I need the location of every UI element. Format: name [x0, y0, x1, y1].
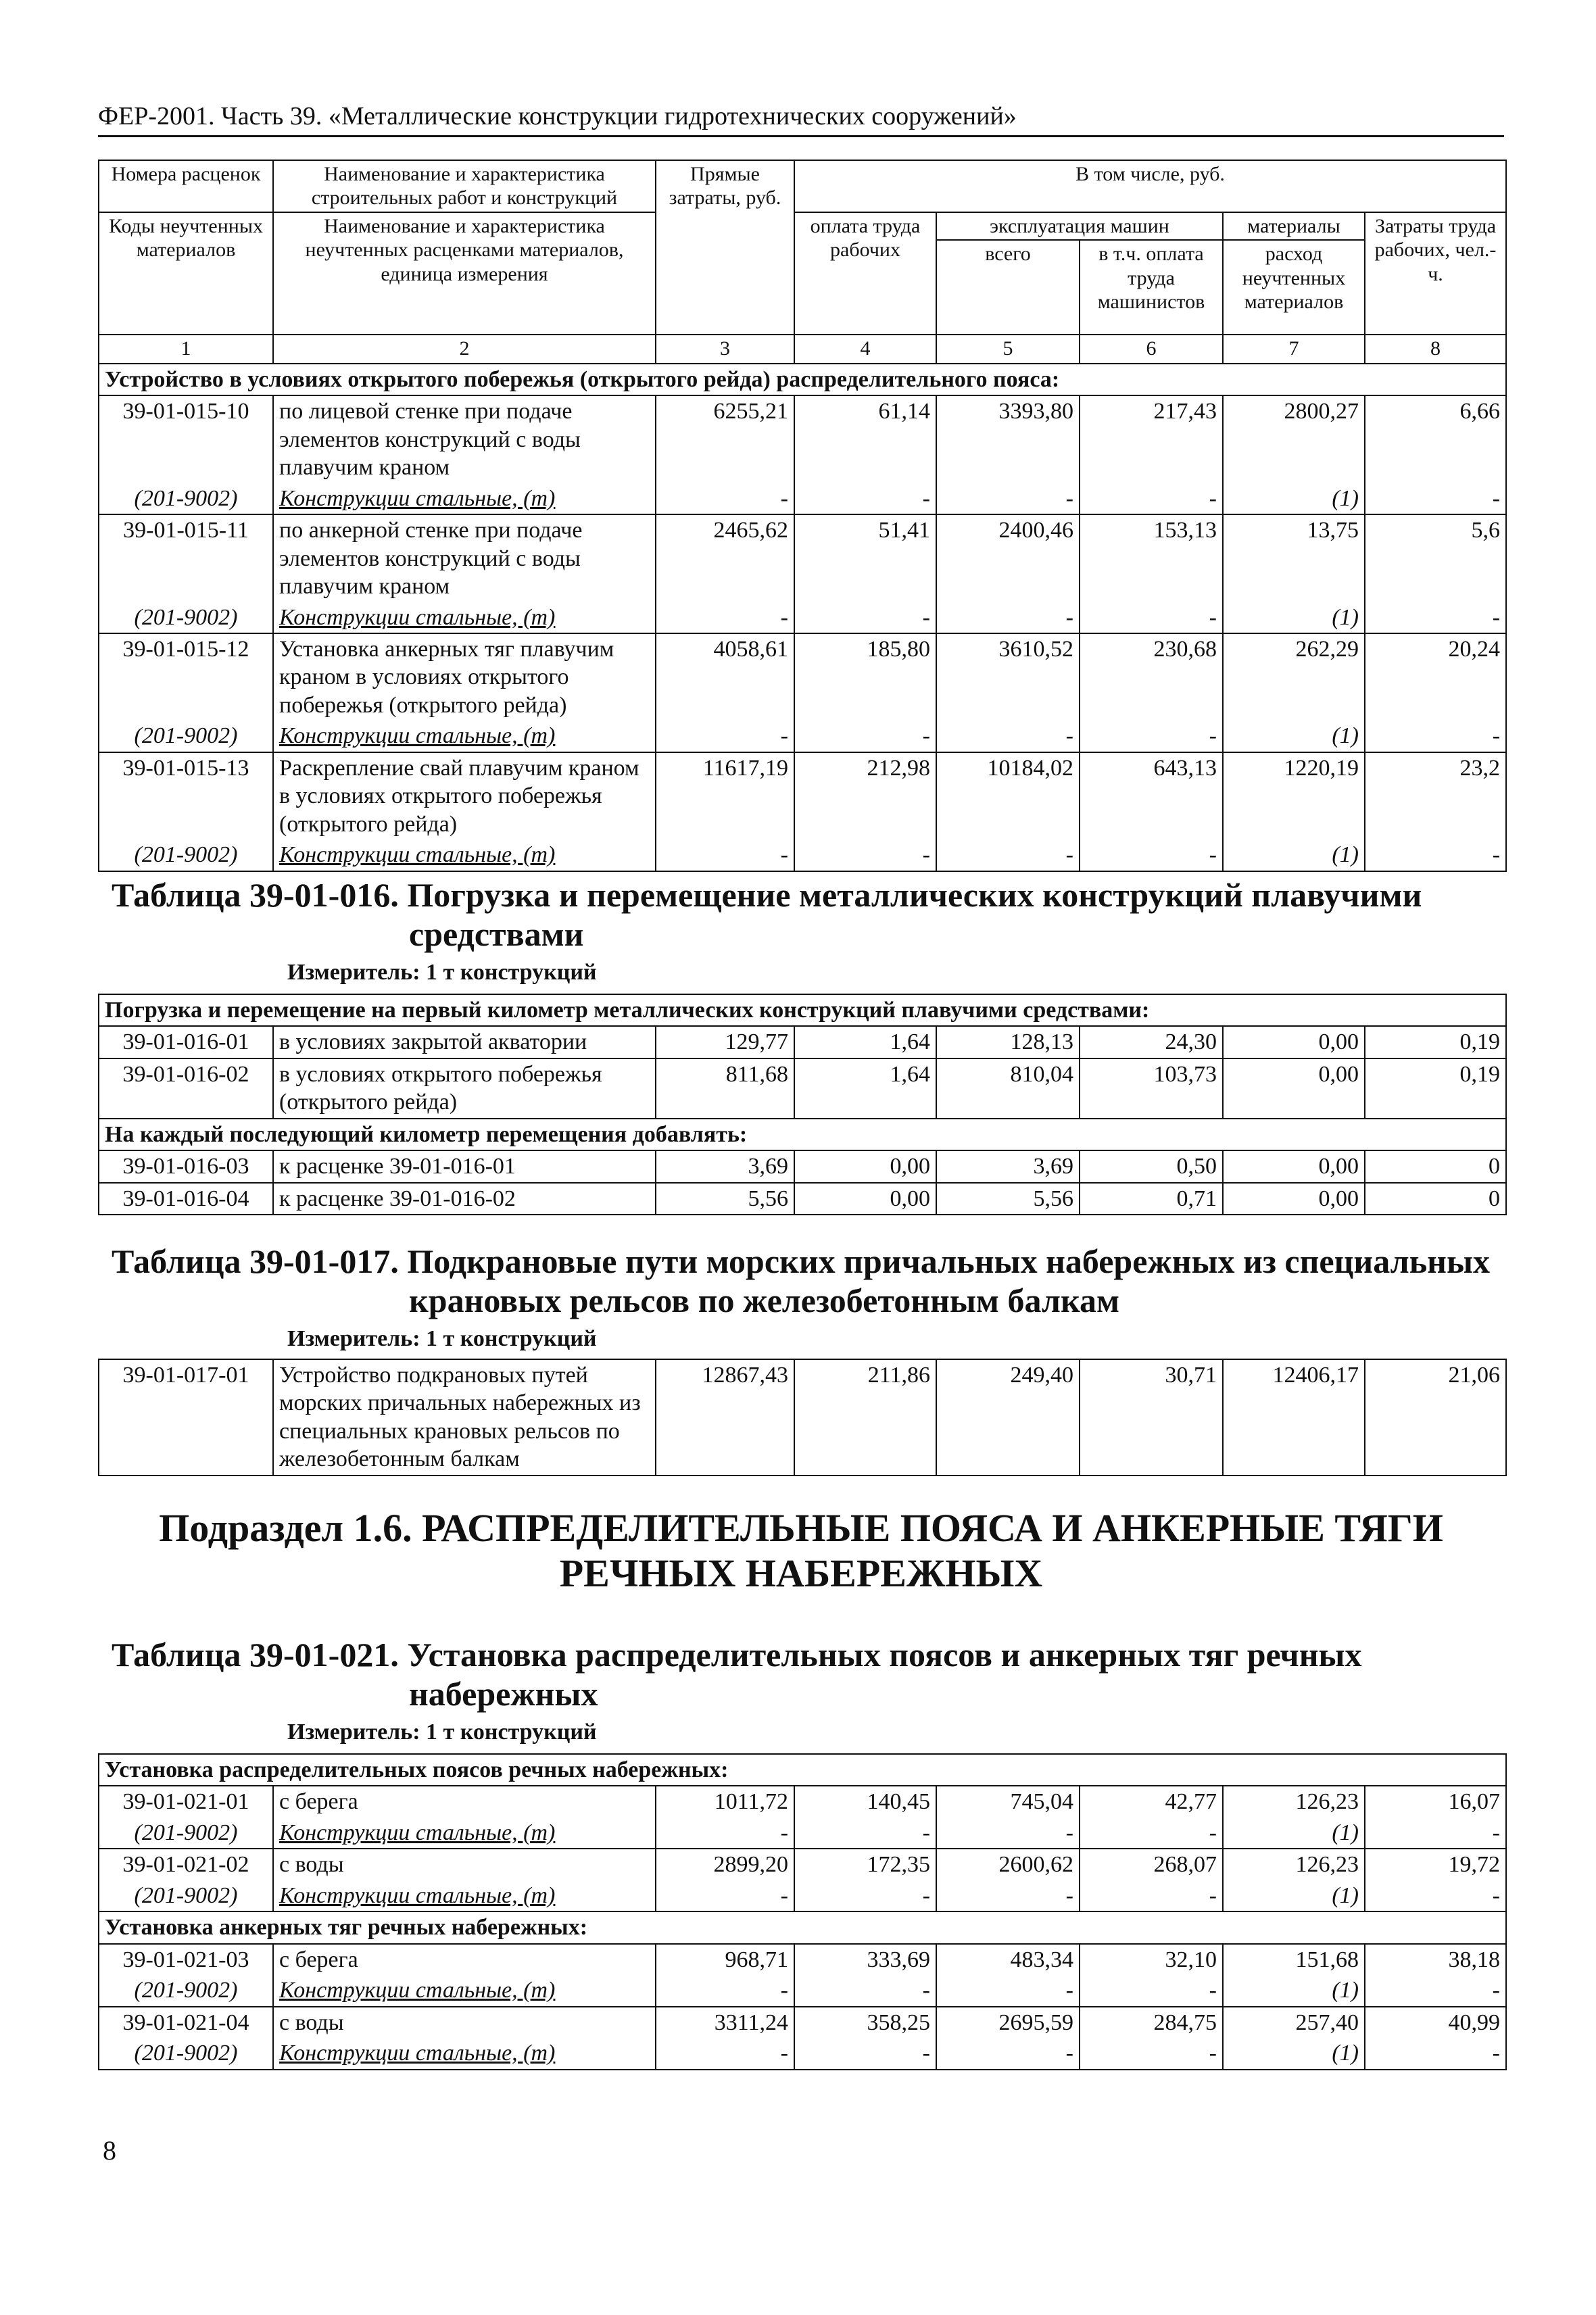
material-row: (201-9002) Конструкции стальные, (т) - - - - (1) -	[99, 1880, 1506, 1911]
table-017-title: Таблица 39-01-017. Подкрановые пути морских причальных набережных из специальных крановых рельсов по железобетонным балкам	[112, 1242, 1491, 1319]
table-row: 39-01-021-04 с воды 3311,24 358,25 2695,59 284,75 257,40 40,99	[99, 2007, 1506, 2038]
table-016-measure: Измеритель: 1 т конструкций	[287, 960, 597, 985]
section-heading: Погрузка и перемещение на первый километр металлических конструкций плавучими средствами:	[99, 994, 1506, 1026]
column-index-row: 1 2 3 4 5 6 7 8	[99, 335, 1506, 364]
rates-table-017	[98, 1359, 1507, 1476]
subsection-heading: Подраздел 1.6. РАСПРЕДЕЛИТЕЛЬНЫЕ ПОЯСА И АНКЕРНЫЕ ТЯГИ РЕЧНЫХ НАБЕРЕЖНЫХ	[159, 1506, 1443, 1595]
col-head-machinist-wages: в т.ч. оплата труда машинистов	[1080, 240, 1223, 335]
section-heading: Установка распределительных поясов речных набережных:	[99, 1754, 1506, 1786]
table-row: 39-01-016-01 в условиях закрытой акватории 129,77 1,64 128,13 24,30 0,00 0,19	[99, 1026, 1506, 1058]
section-heading: На каждый последующий километр перемещения добавлять:	[99, 1119, 1506, 1150]
table-row: 39-01-015-12 Установка анкерных тяг плавучим краном в условиях открытого побережья (открытого рейда) 4058,61 185,80 3610,52 230,68 262,29 20,24	[99, 633, 1506, 721]
material-row: (201-9002) Конструкции стальные, (т) - - - - (1) -	[99, 839, 1506, 871]
material-row: (201-9002) Конструкции стальные, (т) - - - - (1) -	[99, 2038, 1506, 2069]
table-row: 39-01-016-02 в условиях открытого побережья (открытого рейда) 811,68 1,64 810,04 103,73 0,00 0,19	[99, 1058, 1506, 1119]
material-row: (201-9002) Конструкции стальные, (т) - - - - (1) -	[99, 1818, 1506, 1849]
table-row: 39-01-021-03 с берега 968,71 333,69 483,34 32,10 151,68 38,18	[99, 1944, 1506, 1975]
table-017-measure: Измеритель: 1 т конструкций	[287, 1326, 597, 1351]
col-head-including: В том числе, руб.	[794, 160, 1506, 212]
col-head-labor-hours: Затраты труда рабочих, чел.-ч.	[1365, 212, 1506, 335]
table-021-measure: Измеритель: 1 т конструкций	[287, 1720, 597, 1745]
col-head-material-name: Наименование и характеристика неучтенных расценками материалов, единица измерения	[273, 212, 656, 335]
table-row: 39-01-015-13 Раскрепление свай плавучим краном в условиях открытого побережья (открытого рейда) 11617,19 212,98 10184,02 643,13 1220,19 23,2	[99, 752, 1506, 839]
rates-table-015	[98, 160, 1507, 872]
col-head-labor-wages: оплата труда рабочих	[794, 212, 936, 335]
table-row: 39-01-021-01 с берега 1011,72 140,45 745,04 42,77 126,23 16,07	[99, 1786, 1506, 1817]
table-row: 39-01-015-10 по лицевой стенке при подаче элементов конструкций с воды плавучим краном 6255,21 61,14 3393,80 217,43 2800,27 6,66	[99, 395, 1506, 483]
col-head-material-consumption: расход неучтенных материалов	[1223, 240, 1365, 335]
col-head-machines-total: всего	[936, 240, 1080, 335]
material-row: (201-9002) Конструкции стальные, (т) - - - - (1) -	[99, 483, 1506, 514]
col-head-rate-number: Номера расценок	[99, 160, 273, 212]
col-head-machines: эксплуатация машин	[936, 212, 1223, 240]
table-row: 39-01-021-02 с воды 2899,20 172,35 2600,62 268,07 126,23 19,72	[99, 1849, 1506, 1880]
col-head-materials: материалы	[1223, 212, 1365, 240]
running-header: ФЕР-2001. Часть 39. «Металлические конструкции гидротехнических сооружений»	[98, 101, 1504, 137]
section-heading: Установка анкерных тяг речных набережных:	[99, 1911, 1506, 1943]
table-row: 39-01-016-04 к расценке 39-01-016-02 5,56 0,00 5,56 0,71 0,00 0	[99, 1183, 1506, 1215]
col-head-direct-costs: Прямые затраты, руб.	[656, 160, 794, 335]
table-row: 39-01-017-01 Устройство подкрановых путей морских причальных набережных из специальных крановых рельсов по железобетонным балкам 12867,43 211,86 249,40 30,71 12406,17 21,06	[99, 1359, 1506, 1476]
section-heading: Устройство в условиях открытого побережья (открытого рейда) распределительного пояса:	[99, 364, 1506, 395]
material-row: (201-9002) Конструкции стальные, (т) - - - - (1) -	[99, 1975, 1506, 2006]
table-row: 39-01-016-03 к расценке 39-01-016-01 3,69 0,00 3,69 0,50 0,00 0	[99, 1150, 1506, 1182]
material-row: (201-9002) Конструкции стальные, (т) - - - - (1) -	[99, 602, 1506, 633]
col-head-material-codes: Коды неучтенных материалов	[99, 212, 273, 335]
material-row: (201-9002) Конструкции стальные, (т) - - - - (1) -	[99, 721, 1506, 752]
page-number: 8	[103, 2135, 116, 2166]
table-row: 39-01-015-11 по анкерной стенке при подаче элементов конструкций с воды плавучим краном 2465,62 51,41 2400,46 153,13 13,75 5,6	[99, 514, 1506, 602]
rates-table-016	[98, 994, 1507, 1215]
table-021-title: Таблица 39-01-021. Установка распределительных поясов и анкерных тяг речных набережных	[112, 1636, 1362, 1713]
table-016-title: Таблица 39-01-016. Погрузка и перемещение металлических конструкций плавучими средствами	[112, 876, 1422, 953]
rates-table-021	[98, 1753, 1507, 2070]
col-head-work-name: Наименование и характеристика строительных работ и конструкций	[273, 160, 656, 212]
